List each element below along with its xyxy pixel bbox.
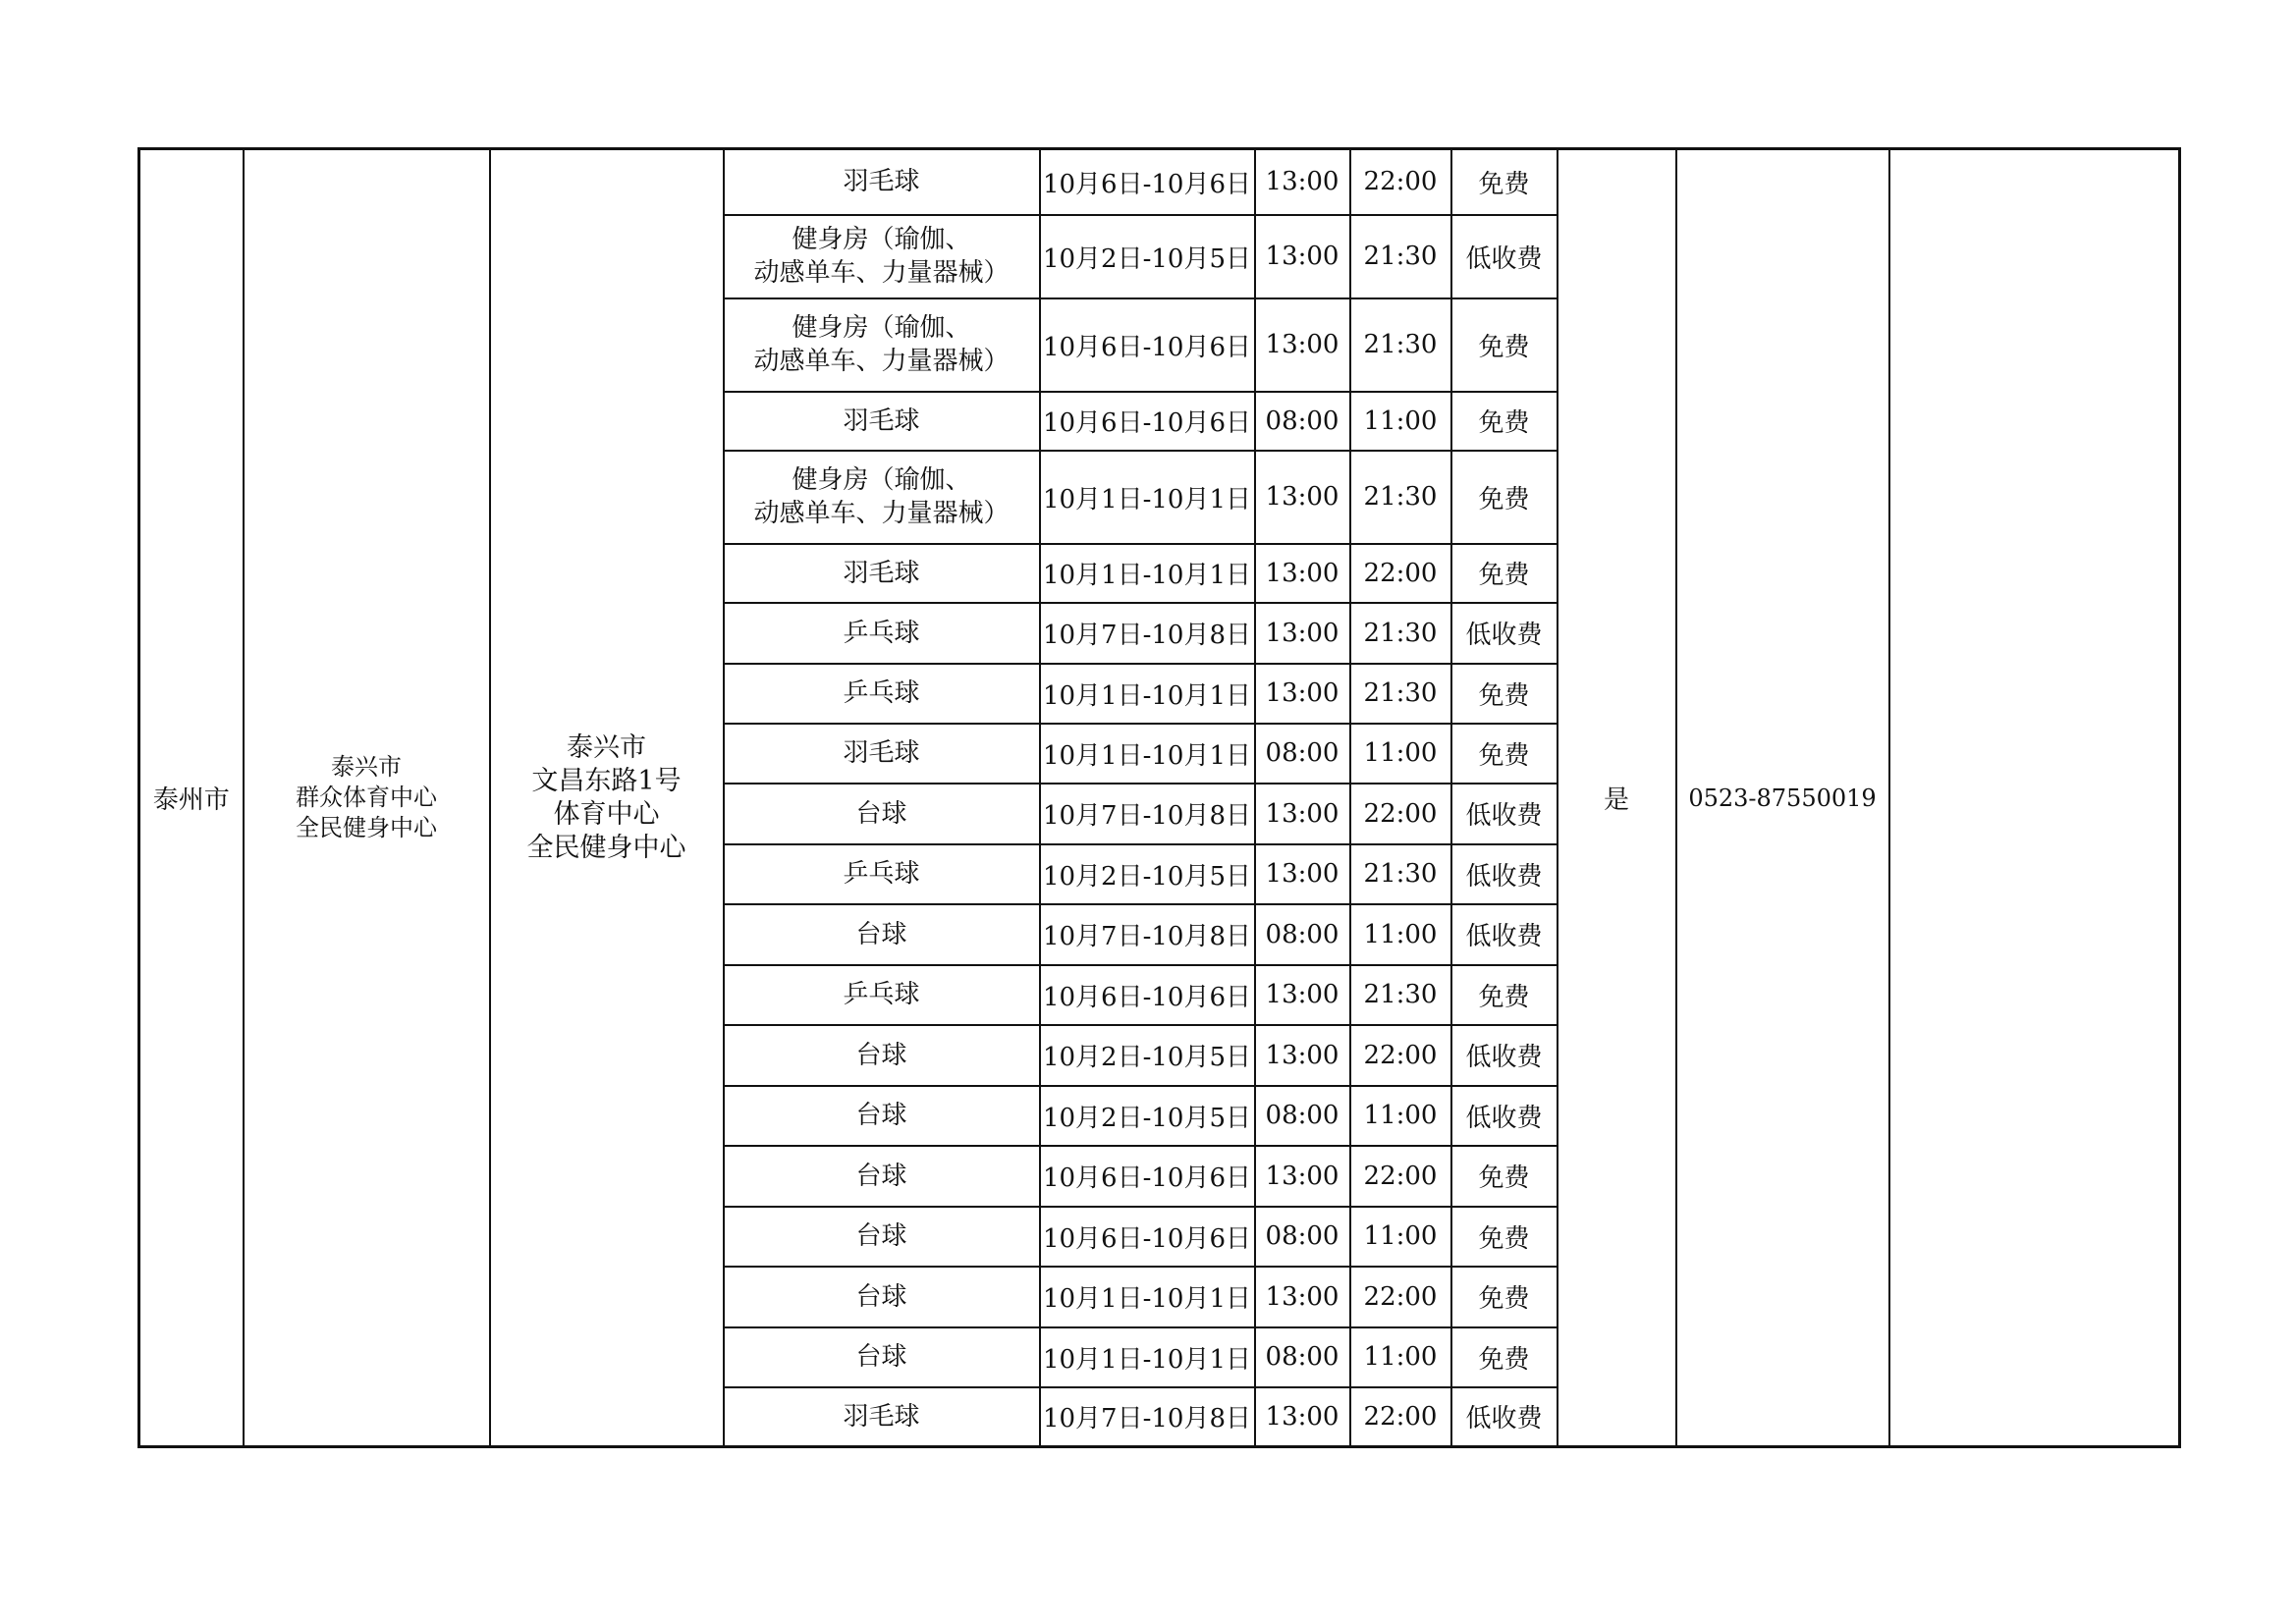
venue-address-line: 全民健身中心 [526,832,686,863]
end-time-cell: 21:30 [1350,215,1451,298]
venue-address-cell [490,149,724,1447]
fee-cell: 免费 [1451,724,1558,784]
activity-line: 羽毛球 [843,738,920,768]
activity-cell [724,784,1040,844]
activity-cell [724,544,1040,603]
city-cell: 泰州市 [139,149,244,1447]
activity-line: 动感单车、力量器械） [753,258,1010,288]
end-time-cell: 22:00 [1350,1267,1451,1327]
activity-line: 乒乓球 [843,980,920,1009]
date-range-cell: 10月7日-10月8日 [1040,603,1255,664]
end-time-cell: 22:00 [1350,149,1451,215]
start-time-cell: 13:00 [1255,1387,1350,1447]
fee-cell: 低收费 [1451,1387,1558,1447]
activity-cell [724,904,1040,965]
start-time-cell: 13:00 [1255,298,1350,392]
date-range-cell: 10月2日-10月5日 [1040,215,1255,298]
fee-cell: 免费 [1451,544,1558,603]
activity-cell [724,215,1040,298]
end-time-cell: 22:00 [1350,784,1451,844]
activity-line: 乒乓球 [843,618,920,648]
activity-cell [724,603,1040,664]
activity-cell [724,664,1040,724]
start-time-cell: 13:00 [1255,844,1350,904]
date-range-cell: 10月6日-10月6日 [1040,1146,1255,1207]
activity-line: 健身房（瑜伽、 [792,313,971,343]
fee-cell: 低收费 [1451,1025,1558,1086]
date-range-cell: 10月1日-10月1日 [1040,724,1255,784]
activity-cell [724,149,1040,215]
activity-line: 动感单车、力量器械） [753,499,1010,528]
end-time-cell: 22:00 [1350,1146,1451,1207]
end-time-cell: 21:30 [1350,965,1451,1025]
start-time-cell: 08:00 [1255,1086,1350,1146]
end-time-cell: 11:00 [1350,1327,1451,1387]
start-time-cell: 13:00 [1255,784,1350,844]
fee-cell: 低收费 [1451,844,1558,904]
activity-line: 乒乓球 [843,678,920,708]
start-time-cell: 08:00 [1255,904,1350,965]
activity-cell [724,451,1040,544]
date-range-cell: 10月7日-10月8日 [1040,904,1255,965]
date-range-cell: 10月7日-10月8日 [1040,784,1255,844]
activity-cell [724,965,1040,1025]
table-body [139,149,2180,1447]
fee-cell: 低收费 [1451,215,1558,298]
fee-cell: 免费 [1451,298,1558,392]
fee-cell: 免费 [1451,664,1558,724]
end-time-cell: 21:30 [1350,451,1451,544]
activity-line: 乒乓球 [843,859,920,889]
end-time-cell: 11:00 [1350,1086,1451,1146]
activity-cell [724,1207,1040,1267]
table-row [139,149,2180,215]
start-time-cell: 08:00 [1255,1207,1350,1267]
venue-address-line: 文昌东路1号 [531,765,682,796]
fee-cell: 低收费 [1451,1086,1558,1146]
activity-line: 台球 [855,798,907,829]
date-range-cell: 10月2日-10月5日 [1040,1025,1255,1086]
fee-cell: 免费 [1451,965,1558,1025]
phone-cell: 0523-87550019 [1676,149,1889,1447]
activity-line: 羽毛球 [843,406,920,436]
start-time-cell: 13:00 [1255,1025,1350,1086]
end-time-cell: 11:00 [1350,1207,1451,1267]
fee-cell: 免费 [1451,1327,1558,1387]
activity-cell [724,844,1040,904]
fee-cell: 低收费 [1451,603,1558,664]
activity-line: 动感单车、力量器械） [753,347,1010,376]
start-time-cell: 08:00 [1255,1327,1350,1387]
activity-line: 台球 [855,919,907,949]
activity-cell [724,1086,1040,1146]
activity-cell [724,1327,1040,1387]
end-time-cell: 11:00 [1350,724,1451,784]
end-time-cell: 11:00 [1350,904,1451,965]
activity-line: 羽毛球 [843,167,920,197]
activity-line: 台球 [855,1101,907,1130]
date-range-cell: 10月2日-10月5日 [1040,844,1255,904]
activity-line: 台球 [855,1221,907,1251]
activity-cell [724,298,1040,392]
activity-cell [724,1025,1040,1086]
activity-cell [724,1387,1040,1447]
note-cell [1889,149,2180,1447]
end-time-cell: 22:00 [1350,544,1451,603]
activity-line: 健身房（瑜伽、 [792,225,971,254]
schedule-table [137,147,2181,1448]
date-range-cell: 10月1日-10月1日 [1040,1327,1255,1387]
fee-cell: 低收费 [1451,904,1558,965]
date-range-cell: 10月6日-10月6日 [1040,965,1255,1025]
date-range-cell: 10月7日-10月8日 [1040,1387,1255,1447]
end-time-cell: 11:00 [1350,392,1451,451]
start-time-cell: 13:00 [1255,451,1350,544]
start-time-cell: 08:00 [1255,724,1350,784]
date-range-cell: 10月1日-10月1日 [1040,1267,1255,1327]
start-time-cell: 13:00 [1255,544,1350,603]
start-time-cell: 13:00 [1255,965,1350,1025]
date-range-cell: 10月6日-10月6日 [1040,149,1255,215]
end-time-cell: 22:00 [1350,1387,1451,1447]
start-time-cell: 13:00 [1255,1267,1350,1327]
start-time-cell: 13:00 [1255,215,1350,298]
date-range-cell: 10月1日-10月1日 [1040,544,1255,603]
activity-cell [724,724,1040,784]
date-range-cell: 10月6日-10月6日 [1040,1207,1255,1267]
activity-line: 台球 [855,1281,907,1312]
date-range-cell: 10月6日-10月6日 [1040,392,1255,451]
date-range-cell: 10月1日-10月1日 [1040,451,1255,544]
activity-line: 健身房（瑜伽、 [792,465,971,495]
open-flag-cell: 是 [1558,149,1676,1447]
end-time-cell: 21:30 [1350,603,1451,664]
venue-name-cell [244,149,490,1447]
start-time-cell: 08:00 [1255,392,1350,451]
venue-address-line: 体育中心 [553,798,660,830]
start-time-cell: 13:00 [1255,603,1350,664]
venue-name-line: 群众体育中心 [296,784,437,811]
activity-cell [724,1146,1040,1207]
fee-cell: 低收费 [1451,784,1558,844]
fee-cell: 免费 [1451,392,1558,451]
activity-cell [724,392,1040,451]
date-range-cell: 10月6日-10月6日 [1040,298,1255,392]
fee-cell: 免费 [1451,149,1558,215]
venue-name-line: 全民健身中心 [296,814,437,841]
date-range-cell: 10月1日-10月1日 [1040,664,1255,724]
fee-cell: 免费 [1451,1267,1558,1327]
start-time-cell: 13:00 [1255,149,1350,215]
end-time-cell: 22:00 [1350,1025,1451,1086]
activity-line: 台球 [855,1161,907,1191]
end-time-cell: 21:30 [1350,298,1451,392]
fee-cell: 免费 [1451,451,1558,544]
venue-name-line: 泰兴市 [331,753,402,781]
activity-line: 台球 [855,1040,907,1070]
date-range-cell: 10月2日-10月5日 [1040,1086,1255,1146]
activity-line: 羽毛球 [843,558,920,588]
end-time-cell: 21:30 [1350,664,1451,724]
end-time-cell: 21:30 [1350,844,1451,904]
activity-line: 台球 [855,1342,907,1372]
fee-cell: 免费 [1451,1207,1558,1267]
start-time-cell: 13:00 [1255,1146,1350,1207]
venue-address-line: 泰兴市 [567,731,646,763]
activity-cell [724,1267,1040,1327]
start-time-cell: 13:00 [1255,664,1350,724]
fee-cell: 免费 [1451,1146,1558,1207]
activity-line: 羽毛球 [843,1401,920,1432]
